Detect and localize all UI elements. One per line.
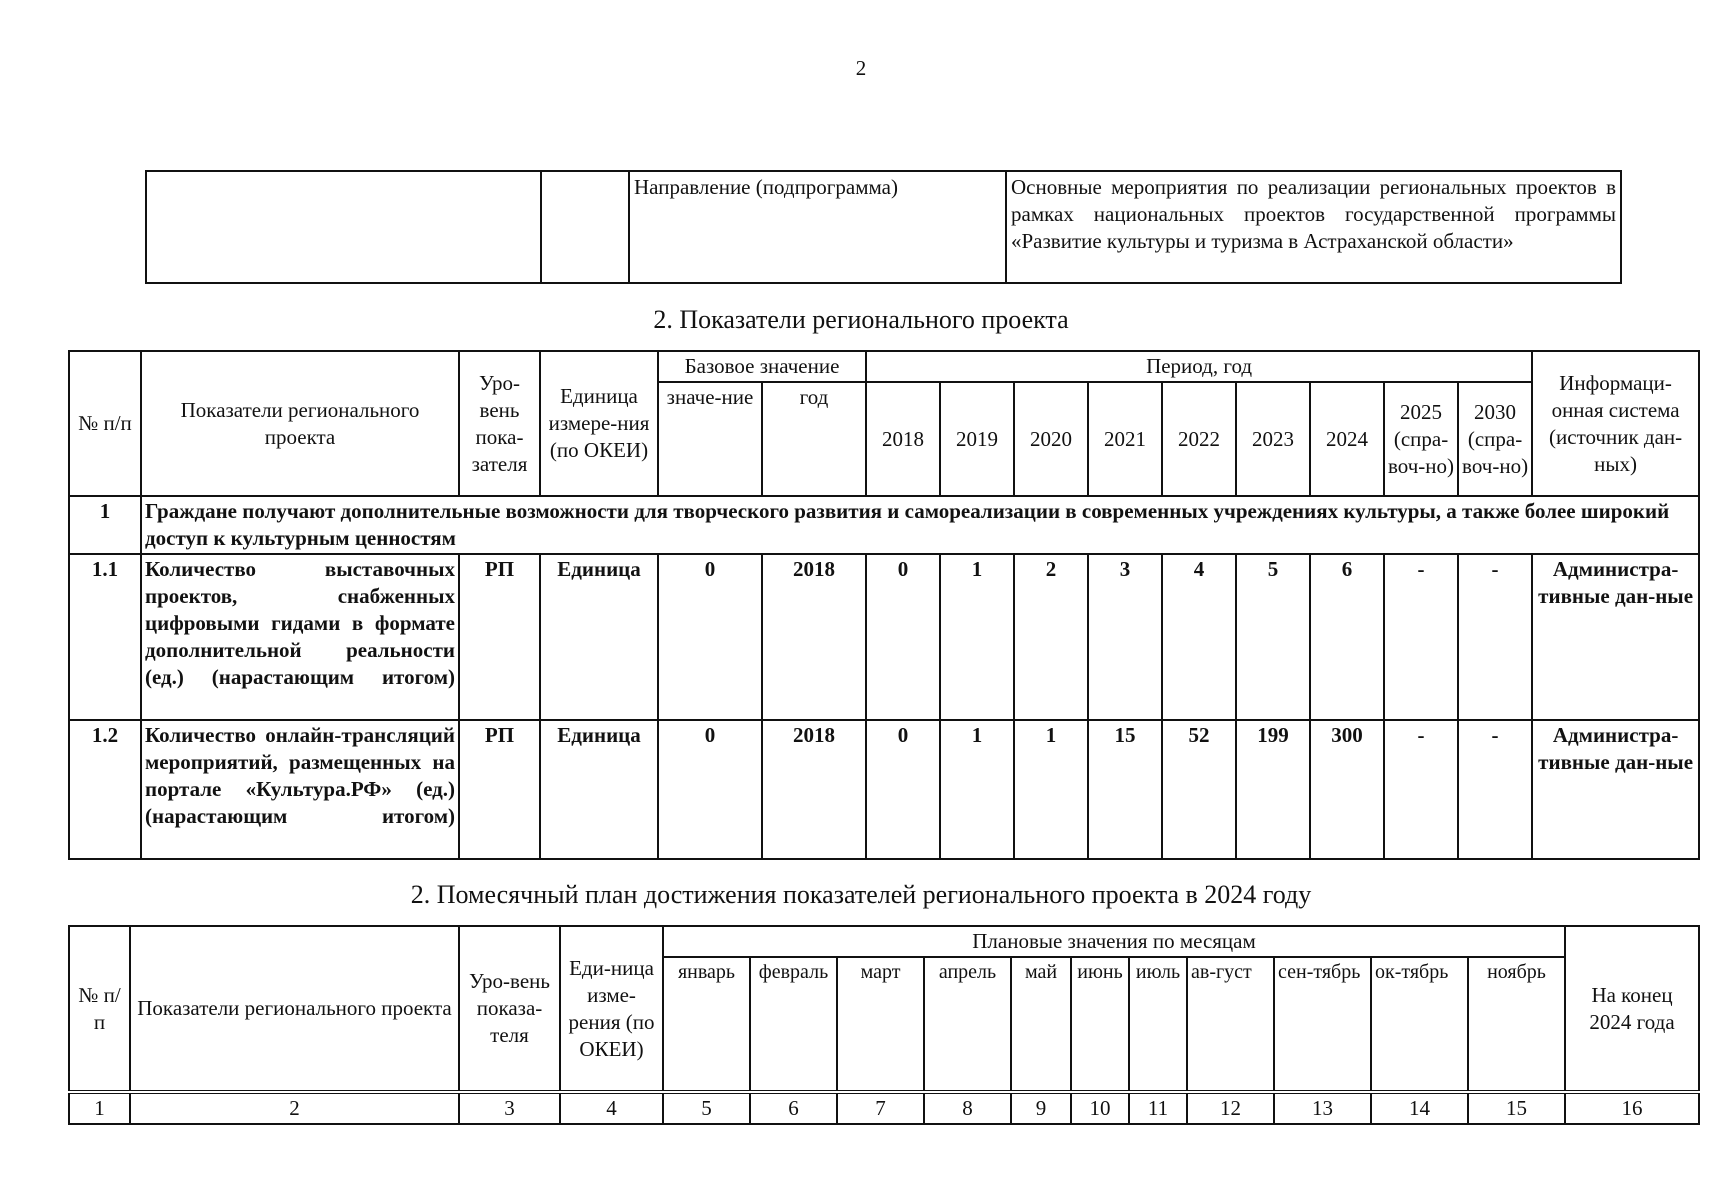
header-indicator: Показатели регионального проекта	[130, 926, 459, 1092]
column-number: 15	[1468, 1092, 1565, 1124]
row-unit: Единица	[540, 554, 658, 720]
row-value: 3	[1088, 554, 1162, 720]
header-num: № п/п	[69, 926, 130, 1092]
row-value: -	[1458, 554, 1532, 720]
header-month: январь	[663, 957, 750, 1092]
column-number: 14	[1371, 1092, 1468, 1124]
row-indicator: Количество онлайн-трансляций мероприятий, размещенных на портале «Культура.РФ» (ед.) (нарастающим итогом)	[141, 720, 459, 859]
row-value: 300	[1310, 720, 1384, 859]
column-number: 12	[1187, 1092, 1274, 1124]
header-unit: Еди-ница изме-рения (по ОКЕИ)	[560, 926, 663, 1092]
row-value: -	[1384, 720, 1458, 859]
header-num: № п/п	[69, 351, 141, 496]
row-value: 2	[1014, 554, 1088, 720]
header-level: Уро-вень показа-теля	[459, 926, 560, 1092]
row-info: Администра-тивные дан-ные	[1532, 554, 1699, 720]
column-number: 8	[924, 1092, 1011, 1124]
column-number: 9	[1011, 1092, 1071, 1124]
row-value: -	[1458, 720, 1532, 859]
row-value: -	[1384, 554, 1458, 720]
column-number: 16	[1565, 1092, 1699, 1124]
row-num: 1.2	[69, 720, 141, 859]
header-month: май	[1011, 957, 1071, 1092]
header-month: сен-тябрь	[1274, 957, 1371, 1092]
row-indicator: Количество выставочных проектов, снабженных цифровыми гидами в формате дополнительной реальности (ед.) (нарастающим итогом)	[141, 554, 459, 720]
row-value: 4	[1162, 554, 1236, 720]
column-number: 10	[1071, 1092, 1129, 1124]
column-number: 13	[1274, 1092, 1371, 1124]
row-value: 5	[1236, 554, 1310, 720]
column-number: 2	[130, 1092, 459, 1124]
row-value: 0	[866, 554, 940, 720]
row-base-value: 0	[658, 554, 762, 720]
row-value: 199	[1236, 720, 1310, 859]
row-value: 1	[1014, 720, 1088, 859]
table-row	[69, 720, 1699, 859]
header-indicator: Показатели регионального проекта	[141, 351, 459, 496]
row-unit: Единица	[540, 720, 658, 859]
header-period: Период, год	[866, 351, 1532, 382]
column-number: 7	[837, 1092, 924, 1124]
header-base-value: значе-ние	[658, 382, 762, 496]
header-year: 2018	[866, 382, 940, 496]
column-number: 6	[750, 1092, 837, 1124]
header-month: ноябрь	[1468, 957, 1565, 1092]
row-value: 6	[1310, 554, 1384, 720]
direction-label: Направление (подпрограмма)	[629, 171, 1006, 283]
indicators-table	[68, 350, 1700, 860]
column-number: 3	[459, 1092, 560, 1124]
top-table	[145, 170, 1622, 284]
empty-cell	[541, 171, 629, 283]
row-value: 1	[940, 554, 1014, 720]
header-month: ок-тябрь	[1371, 957, 1468, 1092]
header-month: февраль	[750, 957, 837, 1092]
header-end: На конец 2024 года	[1565, 926, 1699, 1092]
column-number: 1	[69, 1092, 130, 1124]
header-row	[69, 351, 1699, 382]
header-year: 2020	[1014, 382, 1088, 496]
header-year: 2022	[1162, 382, 1236, 496]
header-year: 2024	[1310, 382, 1384, 496]
header-month: июнь	[1071, 957, 1129, 1092]
row-value: 52	[1162, 720, 1236, 859]
row-value: 15	[1088, 720, 1162, 859]
column-number: 4	[560, 1092, 663, 1124]
header-year: 2021	[1088, 382, 1162, 496]
direction-text: Основные мероприятия по реализации региональных проектов в рамках национальных проектов государственной программы «Развитие культуры и туризма в Астраханской области»	[1006, 171, 1621, 283]
header-month: апрель	[924, 957, 1011, 1092]
row-level: РП	[459, 554, 540, 720]
header-year: 2025 (спра-воч-но)	[1384, 382, 1458, 496]
header-level: Уро-вень пока-зателя	[459, 351, 540, 496]
header-base: Базовое значение	[658, 351, 866, 382]
section1-title: 2. Показатели регионального проекта	[653, 305, 1069, 334]
header-row	[69, 926, 1699, 957]
page-number: 2	[855, 56, 867, 80]
group-text: Граждане получают дополнительные возможности для творческого развития и самореализации в современных учреждениях культуры, а также более широкий доступ к культурным ценностям	[141, 496, 1699, 554]
column-number: 5	[663, 1092, 750, 1124]
column-number: 11	[1129, 1092, 1187, 1124]
row-value: 1	[940, 720, 1014, 859]
row-base-value: 0	[658, 720, 762, 859]
header-month: июль	[1129, 957, 1187, 1092]
group-row	[69, 496, 1699, 554]
header-month: ав-густ	[1187, 957, 1274, 1092]
header-plan: Плановые значения по месяцам	[663, 926, 1565, 957]
row-base-year: 2018	[762, 720, 866, 859]
header-year: 2019	[940, 382, 1014, 496]
monthly-plan-table	[68, 925, 1700, 1125]
row-info: Администра-тивные дан-ные	[1532, 720, 1699, 859]
section2-title: 2. Помесячный план достижения показателей регионального проекта в 2024 году	[410, 880, 1312, 909]
table-row	[69, 554, 1699, 720]
header-year: 2023	[1236, 382, 1310, 496]
header-year: 2030 (спра-воч-но)	[1458, 382, 1532, 496]
header-info: Информаци-онная система (источник дан-ных)	[1532, 351, 1699, 496]
group-num: 1	[69, 496, 141, 554]
header-base-year: год	[762, 382, 866, 496]
numbering-row	[69, 1092, 1699, 1124]
row-value: 0	[866, 720, 940, 859]
row-level: РП	[459, 720, 540, 859]
row-num: 1.1	[69, 554, 141, 720]
row-base-year: 2018	[762, 554, 866, 720]
table-row	[146, 171, 1621, 283]
empty-cell	[146, 171, 541, 283]
header-month: март	[837, 957, 924, 1092]
header-unit: Единица измере-ния (по ОКЕИ)	[540, 351, 658, 496]
